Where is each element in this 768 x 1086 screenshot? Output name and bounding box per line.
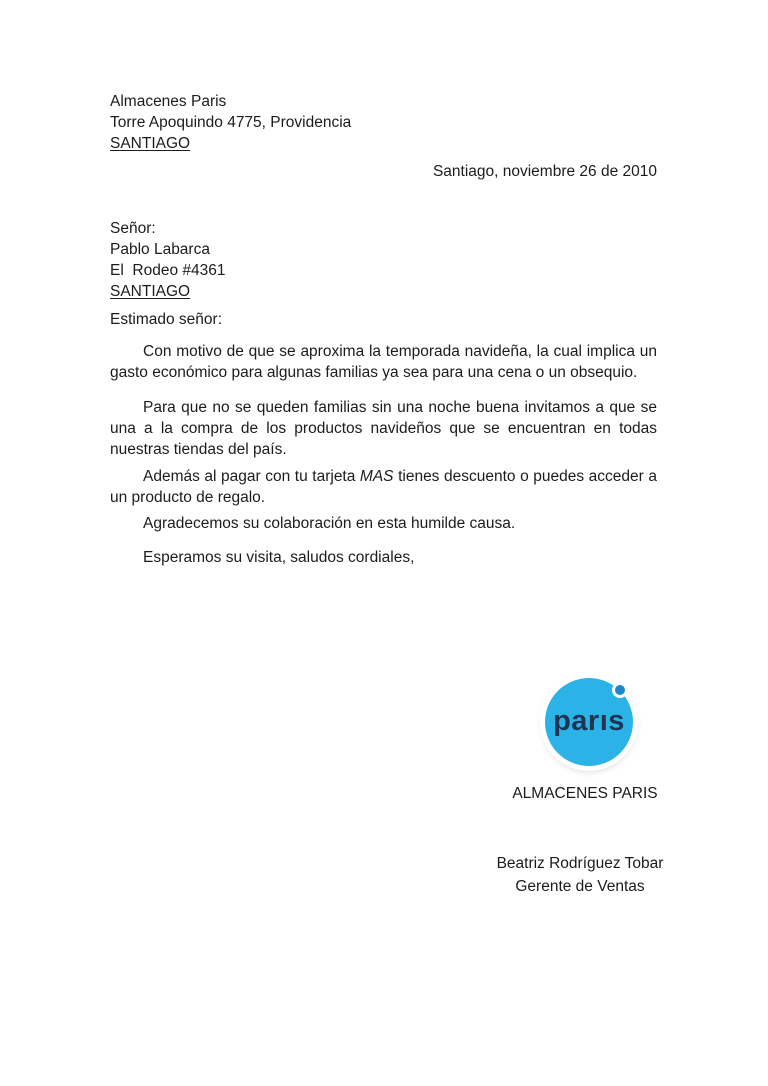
sender-block [110,91,657,154]
closing-line: Esperamos su visita, saludos cordiales, [143,549,415,566]
paragraph-3-text: Además al pagar con tu tarjeta [143,468,360,485]
paragraph-3 [110,466,657,508]
recipient-address: El Rodeo #4361 [110,262,226,279]
date-line: Santiago, noviembre 26 de 2010 [432,163,657,180]
paris-logo [537,670,643,776]
paragraph-1: Con motivo de que se aproxima la temporada navideña, la cual implica un gasto económico para algunas familias ya sea para una cena o un obsequio. [110,343,657,381]
sender-city: SANTIAGO [110,135,191,152]
recipient-city: SANTIAGO [110,283,191,300]
recipient-block [110,218,657,302]
paragraph-4: Agradecemos su colaboración en esta humilde causa. [143,515,516,532]
signature-name: Beatriz Rodríguez Tobar [496,855,664,872]
greeting-line: Estimado señor: [110,311,222,328]
recipient-name: Pablo Labarca [110,241,210,258]
signature-company: ALMACENES PARIS [512,785,658,802]
paragraph-2: Para que no se queden familias sin una noche buena invitamos a que se una a la compra de los productos navideños que se encuentran en todas nuestras tiendas del país. [110,399,657,458]
sender-address: Torre Apoquindo 4775, Providencia [110,114,352,131]
recipient-salutation: Señor: [110,220,156,237]
paragraph-3-text-after: tienes descuento o puedes acceder a un producto de regalo. [110,468,657,506]
sender-name: Almacenes Paris [110,93,227,110]
signature-block [440,852,720,898]
card-name-italic: MAS [359,468,394,485]
paris-logo-wordmark: parıs [553,704,625,737]
signature-title: Gerente de Ventas [515,878,645,895]
paris-logo-dot-icon [615,685,625,695]
